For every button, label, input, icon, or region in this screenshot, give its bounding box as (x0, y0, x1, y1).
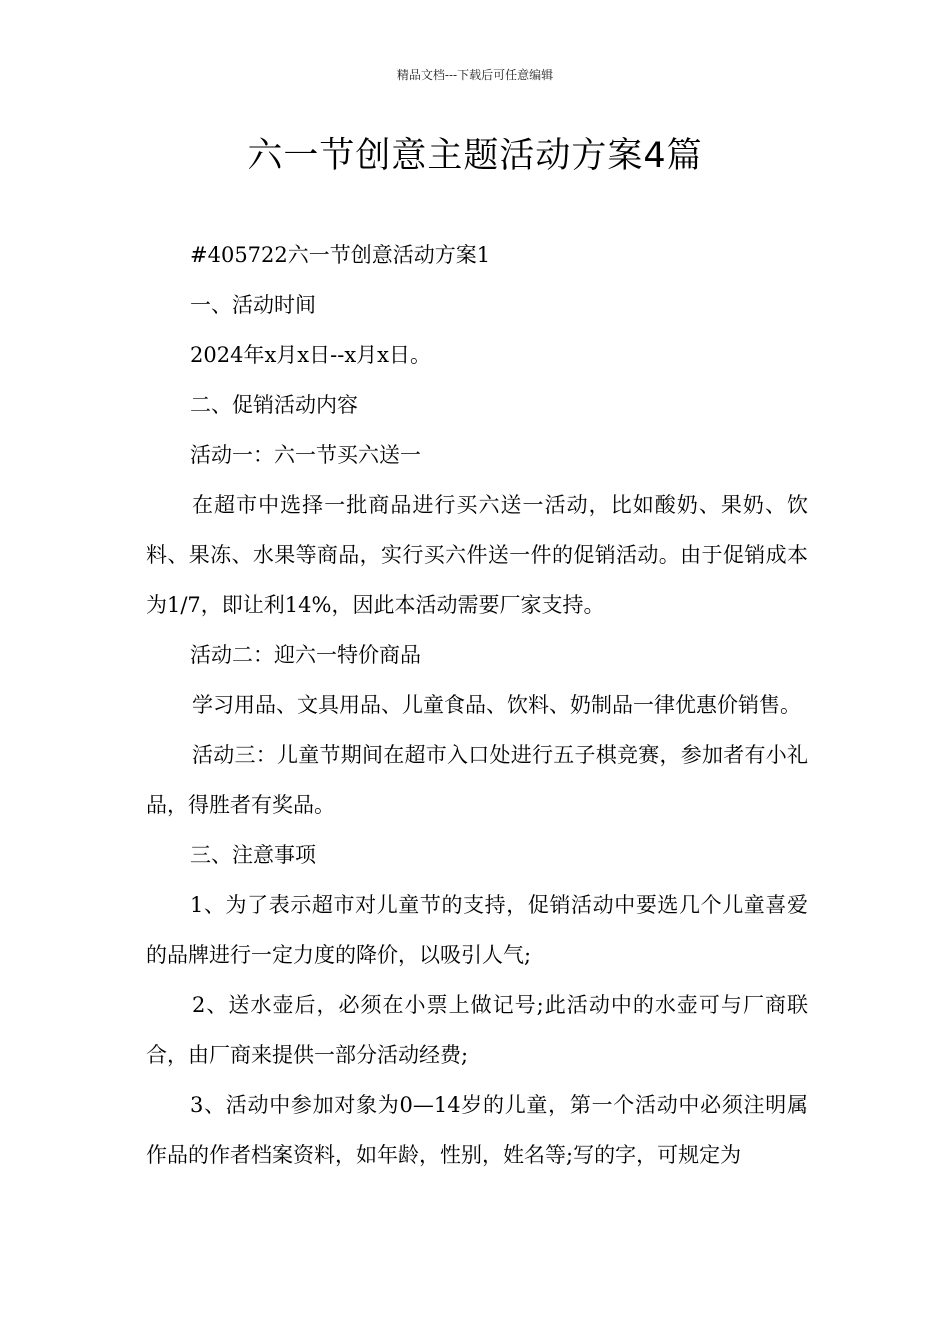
list-item: 2、送水壶后，必须在小票上做记号;此活动中的水壶可与厂商联合，由厂商来提供一部分活动经费; (146, 993, 808, 1067)
document-body (146, 230, 808, 1180)
activity-heading: 活动二：迎六一特价商品 (190, 643, 421, 667)
header-note: 精品文档---下载后可任意编辑 (396, 68, 554, 82)
list-item: 1、为了表示超市对儿童节的支持，促销活动中要选几个儿童喜爱的品牌进行一定力度的降价，以吸引人气; (146, 893, 808, 967)
paragraph: 学习用品、文具用品、儿童食品、饮料、奶制品一律优惠价销售。 (192, 693, 801, 717)
paragraph: 活动三：儿童节期间在超市入口处进行五子棋竞赛，参加者有小礼品，得胜者有奖品。 (146, 743, 808, 817)
activity-heading: 活动一：六一节买六送一 (190, 443, 421, 467)
document-title: 六一节创意主题活动方案4篇 (247, 136, 703, 176)
section-heading: 一、活动时间 (190, 293, 316, 317)
list-item: 3、活动中参加对象为0—14岁的儿童，第一个活动中必须注明属作品的作者档案资料，如年龄，性别，姓名等;写的字，可规定为 (146, 1093, 808, 1167)
section-heading: 三、注意事项 (190, 843, 316, 867)
paragraph: 2024年x月x日--x月x日。 (190, 343, 432, 367)
section-heading: #405722六一节创意活动方案1 (190, 243, 491, 267)
paragraph: 在超市中选择一批商品进行买六送一活动，比如酸奶、果奶、饮料、果冻、水果等商品，实行买六件送一件的促销活动。由于促销成本为1/7，即让利14%，因此本活动需要厂家支持。 (146, 493, 808, 617)
section-heading: 二、促销活动内容 (190, 393, 358, 417)
